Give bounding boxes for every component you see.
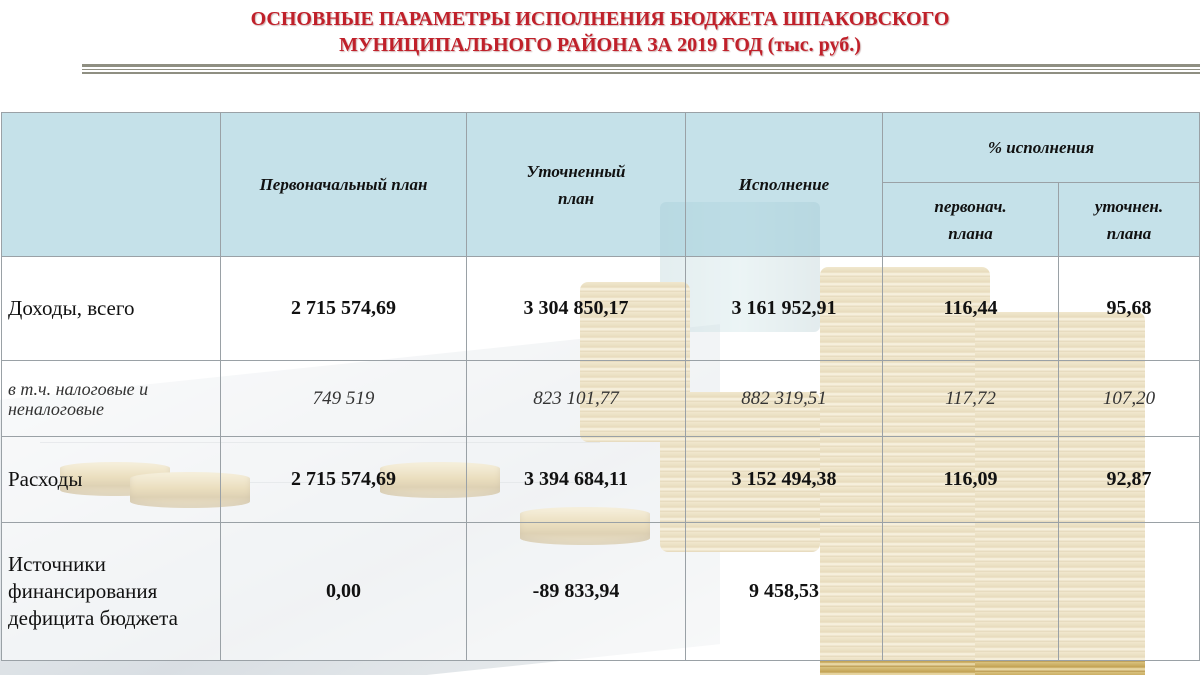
- cell-percent-initial: 116,44: [883, 257, 1059, 361]
- header-revised-plan: Уточненный план: [467, 113, 686, 257]
- row-label: Доходы, всего: [2, 257, 221, 361]
- cell-revised-plan: 823 101,77: [467, 361, 686, 437]
- row-label: в т.ч. налоговые и неналоговые: [2, 361, 221, 437]
- slide-title-line-1: ОСНОВНЫЕ ПАРАМЕТРЫ ИСПОЛНЕНИЯ БЮДЖЕТА ШПАКОВСКОГО: [250, 8, 950, 30]
- cell-percent-initial: 116,09: [883, 437, 1059, 523]
- budget-table: [1, 112, 1200, 661]
- cell-percent-initial: [883, 523, 1059, 661]
- cell-execution: 9 458,53: [686, 523, 883, 661]
- cell-revised-plan: 3 304 850,17: [467, 257, 686, 361]
- table-row: [2, 437, 1200, 523]
- table-row: [2, 523, 1200, 661]
- title-divider-thin: [82, 69, 1200, 70]
- cell-initial-plan: 749 519: [221, 361, 467, 437]
- cell-percent-revised: [1059, 523, 1200, 661]
- cell-percent-revised: 107,20: [1059, 361, 1200, 437]
- cell-revised-plan: 3 394 684,11: [467, 437, 686, 523]
- cell-percent-revised: 92,87: [1059, 437, 1200, 523]
- row-label: Источники финансирования дефицита бюджета: [2, 523, 221, 661]
- title-divider-bottom: [82, 72, 1200, 74]
- cell-initial-plan: 2 715 574,69: [221, 257, 467, 361]
- cell-percent-initial: 117,72: [883, 361, 1059, 437]
- cell-initial-plan: 0,00: [221, 523, 467, 661]
- cell-execution: 882 319,51: [686, 361, 883, 437]
- header-percent-group: % исполнения: [883, 113, 1200, 183]
- header-empty-cell: [2, 113, 221, 257]
- title-divider: [82, 64, 1200, 67]
- header-percent-revised: уточнен. плана: [1059, 183, 1200, 257]
- slide-title-line-2: МУНИЦИПАЛЬНОГО РАЙОНА ЗА 2019 ГОД (тыс. руб.): [339, 34, 861, 56]
- table-row: [2, 257, 1200, 361]
- row-label: Расходы: [2, 437, 221, 523]
- cell-percent-revised: 95,68: [1059, 257, 1200, 361]
- cell-revised-plan: -89 833,94: [467, 523, 686, 661]
- header-percent-initial: первонач. плана: [883, 183, 1059, 257]
- table-row: [2, 361, 1200, 437]
- header-initial-plan: Первоначальный план: [221, 113, 467, 257]
- cell-execution: 3 152 494,38: [686, 437, 883, 523]
- cell-initial-plan: 2 715 574,69: [221, 437, 467, 523]
- cell-execution: 3 161 952,91: [686, 257, 883, 361]
- header-execution: Исполнение: [686, 113, 883, 257]
